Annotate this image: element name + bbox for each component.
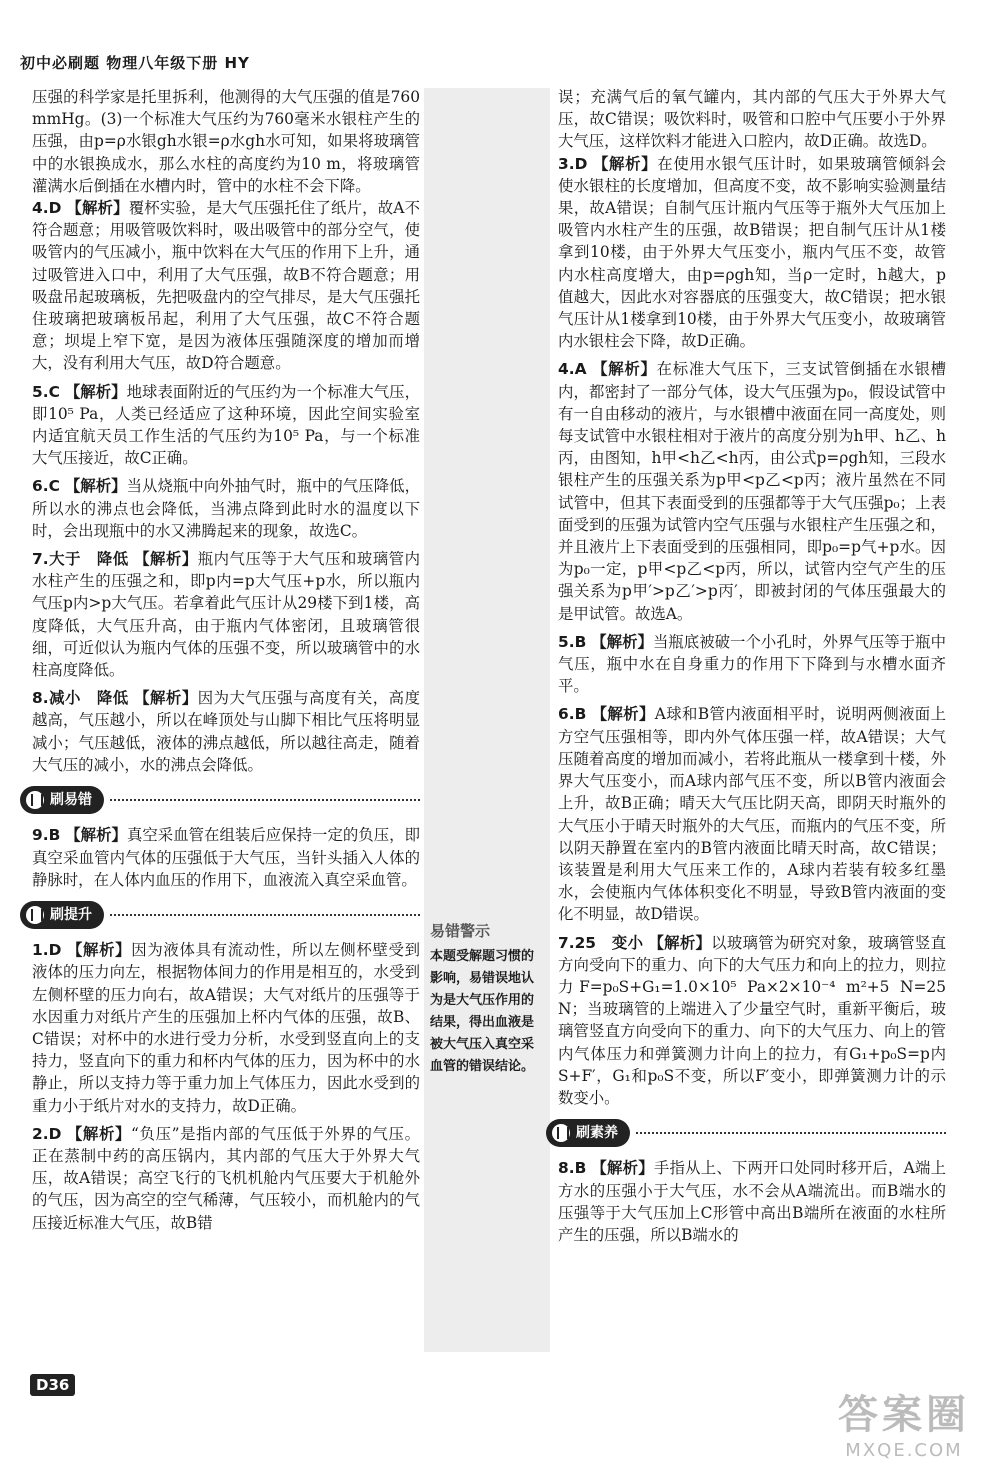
analysis-text: 瓶内气压等于大气压和玻璃管内水柱产生的压强之和，即p内=p大气压+p水，所以瓶内气压p内>p大气压。若拿着此气压计从29楼下到1楼，高度降低，大气压升高，由于瓶内气体密闭，且玻璃管很细，可近似认为瓶内气体的压强不变，所以玻璃管中的水柱高度降低。	[32, 550, 420, 680]
right-items-2	[558, 1157, 946, 1246]
answer-number: 5.	[558, 632, 575, 651]
analysis-text: 真空采血管在组装后应保持一定的负压，即真空采血管内气体的压强低于大气压，当针头插入人体的静脉时，在人体内血压的作用下，血液流入真空采血管。	[32, 826, 420, 889]
brush-icon	[26, 906, 44, 924]
answer-item	[32, 687, 420, 776]
answer-number: 1.	[32, 941, 49, 960]
right-items	[558, 153, 946, 1110]
watermark	[838, 1383, 970, 1461]
analysis-text: 当从烧瓶中向外抽气时，瓶中的气压降低，所以水的沸点也会降低，当沸点降到此时水的温度以下时，会出现瓶中的水又沸腾起来的现象，故选C。	[32, 477, 420, 540]
page-header: 初中必刷题 物理八年级下册 HY	[20, 54, 250, 72]
answer-number: 9.	[32, 826, 49, 845]
analysis-tag: 【解析】	[648, 933, 712, 952]
answer-item	[32, 1123, 420, 1234]
analysis-tag: 【解析】	[65, 826, 127, 845]
answer-choice: 25 变小	[574, 933, 644, 952]
answer-choice: A	[574, 360, 587, 379]
dotted-divider	[110, 799, 420, 801]
analysis-text: 地球表面附近的气压约为一个标准大气压，即10⁵ Pa，人类已经适应了这种环境，因此空间实验室内适宜航天员工作生活的气压约为10⁵ Pa，与一个标准大气压接近，故C正确。	[32, 382, 420, 468]
answer-choice: C	[48, 477, 60, 496]
answer-number: 6.	[32, 477, 49, 496]
error-tip-title: 易错警示	[430, 922, 491, 940]
answer-item	[558, 1157, 946, 1246]
answer-number: 4.	[32, 199, 49, 218]
answer-choice: D	[48, 199, 62, 218]
left-items-2	[32, 824, 420, 891]
answer-item	[32, 824, 420, 891]
analysis-tag: 【解析】	[64, 382, 127, 401]
answer-choice: D	[48, 941, 62, 960]
answer-item	[558, 932, 946, 1110]
answer-number: 5.	[32, 382, 49, 401]
answer-item	[32, 475, 420, 542]
analysis-tag: 【解析】	[66, 941, 132, 960]
margin-note-column	[424, 88, 550, 1352]
section-title: 刷提升	[50, 906, 92, 923]
brush-icon	[26, 791, 44, 809]
answer-item	[32, 381, 420, 470]
answer-number: 4.	[558, 360, 575, 379]
right-column	[558, 86, 946, 1252]
answer-number: 6.	[558, 705, 575, 724]
answer-item	[32, 939, 420, 1117]
answer-choice: C	[48, 382, 60, 401]
answer-item	[558, 703, 946, 925]
answer-number: 2.	[32, 1124, 49, 1143]
analysis-text: 当瓶底被破一个小孔时，外界气压等于瓶中气压，瓶中水在自身重力的作用下下降到与水槽水面齐平。	[558, 632, 946, 696]
analysis-text: 覆杯实验，是大气压强托住了纸片，故A不符合题意；用吸管吸饮料时，吸出吸管中的部分空气，使吸管内的气压减小，瓶中饮料在大气压的作用下上升，通过吸管进入口中，利用了大气压强，故B不符合题意；用吸盘吊起玻璃板，先把吸盘内的空气排尽，是大气压强托住玻璃把玻璃板吊起，利用了大气压强，故C不符合题意；坝堤上窄下宽，是因为液体压强随深度的增加而增大，没有利用大气压，故D符合题意。	[32, 199, 420, 373]
section-header-literacy	[546, 1119, 946, 1147]
error-tip	[430, 920, 546, 1078]
analysis-tag: 【解析】	[591, 705, 655, 724]
analysis-text: 手指从上、下两开口处同时移开后，A端上方水的压强小于大气压，水不会从A端流出。而B端水的压强等于大气压加上C形管中高出B端所在液面的水柱所产生的压强，所以B端水的	[558, 1159, 946, 1244]
analysis-tag: 【解析】	[66, 199, 129, 218]
answer-number: 8.	[32, 689, 49, 708]
right-intro: 误；充满气后的氧气罐内，其内部的气压大于外界大气压，故C错误；吸饮料时，吸管和口腔中气压要小于外界大气压，这样饮料才能进入口腔内，故D正确。故选D。	[558, 88, 946, 151]
answer-choice: B	[48, 826, 61, 845]
answer-number: 3.	[558, 154, 575, 173]
answer-item	[558, 358, 946, 624]
left-items	[32, 197, 420, 776]
answer-item	[32, 548, 420, 681]
answer-item	[558, 153, 946, 353]
answer-choice: D	[574, 154, 588, 173]
dotted-divider	[636, 1132, 946, 1134]
analysis-tag: 【解析】	[66, 1124, 132, 1143]
analysis-text: 因为大气压强与高度有关，高度越高，气压越小，所以在峰顶处与山脚下相比气压将明显减小；气压越低，液体的沸点越低，所以越往高走，随着大气压的减小，水的沸点会降低。	[32, 689, 420, 774]
analysis-text: 以玻璃管为研究对象，玻璃管竖直方向受向下的重力、向下的大气压力和向上的拉力，则拉力F=p₀S+G₁=1.0×10⁵ Pa×2×10⁻⁴ m²+5 N=25 N；当玻璃管的上端进入了少量空气时，重新平衡后，玻璃管竖直方向受向下的重力、向下的大气压力、向上的管内气体压力和弹簧测力计向上的拉力，有G₁+p₀S=p内S+F′，G₁和p₀S不变，所以F′变小，即弹簧测力计的示数变小。	[558, 933, 946, 1107]
analysis-tag: 【解析】	[592, 360, 657, 379]
analysis-text: 在使用水银气压计时，如果玻璃管倾斜会使水银柱的长度增加，但高度不变，故不影响实验测量结果，故A错误；自制气压计瓶内气压等于瓶外大气压加上吸管内水柱产生的压强，故B错误；把自制气压计从1楼拿到10楼，由于外界大气压变小，瓶内气压不变，故管内水柱高度增大，由p=ρgh知，当ρ一定时，h越大，p值越大，因此水对容器底的压强变大，故C错误；把水银气压计从1楼拿到10楼，由于外界大气压变小，故玻璃管内水银柱会下降，故D正确。	[558, 154, 946, 351]
answer-item	[558, 631, 946, 698]
answer-number: 8.	[558, 1159, 575, 1178]
answer-choice: 减小 降低	[48, 689, 129, 708]
analysis-tag: 【解析】	[134, 689, 198, 708]
analysis-text: “负压”是指内部的气压低于外界的气压。正在蒸制中药的高压锅内，其内部的气压大于外界大气压，故A错误；高空飞行的飞机机舱内气压要大于机舱外的气压，因为高空的空气稀薄，气压较小，而机舱内的气压接近标准大气压，故B错	[32, 1124, 420, 1232]
section-title: 刷素养	[576, 1125, 618, 1142]
analysis-text: A球和B管内液面相平时，说明两侧液面上方空气压强相等，即内外气体压强一样，故A错误；大气压随着高度的增加而减小，若将此瓶从一楼拿到十楼，外界大气压变小，而A球内部气压不变，所以B管内液面会上升，故B正确；晴天大气压比阴天高，即阴天时瓶外的大气压小于晴天时瓶外的大气压，而瓶内的气压不变，所以阴天静置在室内的B管内液面比晴天时高，故C错误；该装置是利用大气压来工作的，A球内若装有较多红墨水，会使瓶内气体体积变化不明显，导致B管内液面的变化不明显，故D错误。	[558, 705, 946, 924]
section-header-mistakes	[20, 786, 420, 814]
analysis-tag: 【解析】	[592, 154, 658, 173]
watermark-logo: 答案圈	[838, 1392, 970, 1438]
answer-number: 7.	[558, 933, 575, 952]
watermark-url: MXQE.COM	[845, 1440, 963, 1461]
analysis-tag: 【解析】	[134, 550, 198, 569]
analysis-text: 在标准大气压下，三支试管倒插在水银槽内，都密封了一部分气体，设大气压强为p₀，假设试管中有一自由移动的液片，与水银槽中液面在同一高度处，则每支试管中水银柱相对于液片的高度分别为h甲、h乙、h丙，由图知，h甲<h乙<h丙，由公式p=ρgh知，三段水银柱产生的压强关系为p甲<p乙<p丙；液片虽然在不同试管中，但其下表面受到的压强都等于大气压强p₀；上表面受到的压强为试管内空气压强与水银柱产生压强之和，并且液片上下表面受到的压强相同，即p₀=p气+p水。因为p₀一定，p甲<p乙<p丙，所以，试管内空气产生的压强关系为p甲′>p乙′>p丙′，即被封闭的气体压强最大的是甲试管。故选A。	[558, 360, 946, 623]
analysis-text: 因为液体具有流动性，所以左侧杯壁受到液体的压力向左，根据物体间力的作用是相互的，水受到左侧杯壁的压力向右，故A错误；大气对纸片的压强等于水因重力对纸片产生的压强加上杯内气体的压强，故B、C错误；对杯中的水进行受力分析，水受到竖直向上的支持力，竖直向下的重力和杯内气体的压力，因为杯中的水静止，所以支持力等于重力加上气体压力，因此水受到的重力小于纸片对水的支持力，故D正确。	[32, 941, 420, 1115]
answer-choice: B	[574, 1159, 587, 1178]
answer-item	[32, 197, 420, 375]
answer-number: 7.	[32, 550, 49, 569]
analysis-tag: 【解析】	[591, 1159, 654, 1178]
dotted-divider	[110, 914, 420, 916]
left-items-3	[32, 939, 420, 1234]
section-title: 刷易错	[50, 792, 92, 809]
section-header-improve	[20, 901, 420, 929]
error-tip-text: 本题受解题习惯的影响，易错误地认为是大气压作用的结果，得出血液是被大气压入真空采血管的错误结论。	[430, 949, 535, 1074]
answer-choice: 大于 降低	[48, 550, 129, 569]
page-number: D36	[30, 1374, 75, 1396]
brush-icon	[552, 1124, 570, 1142]
analysis-tag: 【解析】	[64, 477, 127, 496]
left-column	[32, 86, 420, 1240]
answer-choice: B	[574, 632, 587, 651]
analysis-tag: 【解析】	[591, 632, 653, 651]
answer-choice: D	[48, 1124, 62, 1143]
answer-choice: B	[574, 705, 587, 724]
left-intro: 压强的科学家是托里拆利，他测得的大气压强的值是760 mmHg。(3)一个标准大气压约为760毫米水银柱产生的压强，由p=ρ水银gh水银=ρ水gh水可知，如果将玻璃管中的水银换成水，那么水柱的高度约为10 m，将玻璃管灌满水后倒插在水槽内时，管中的水柱不会下降。	[32, 88, 420, 195]
